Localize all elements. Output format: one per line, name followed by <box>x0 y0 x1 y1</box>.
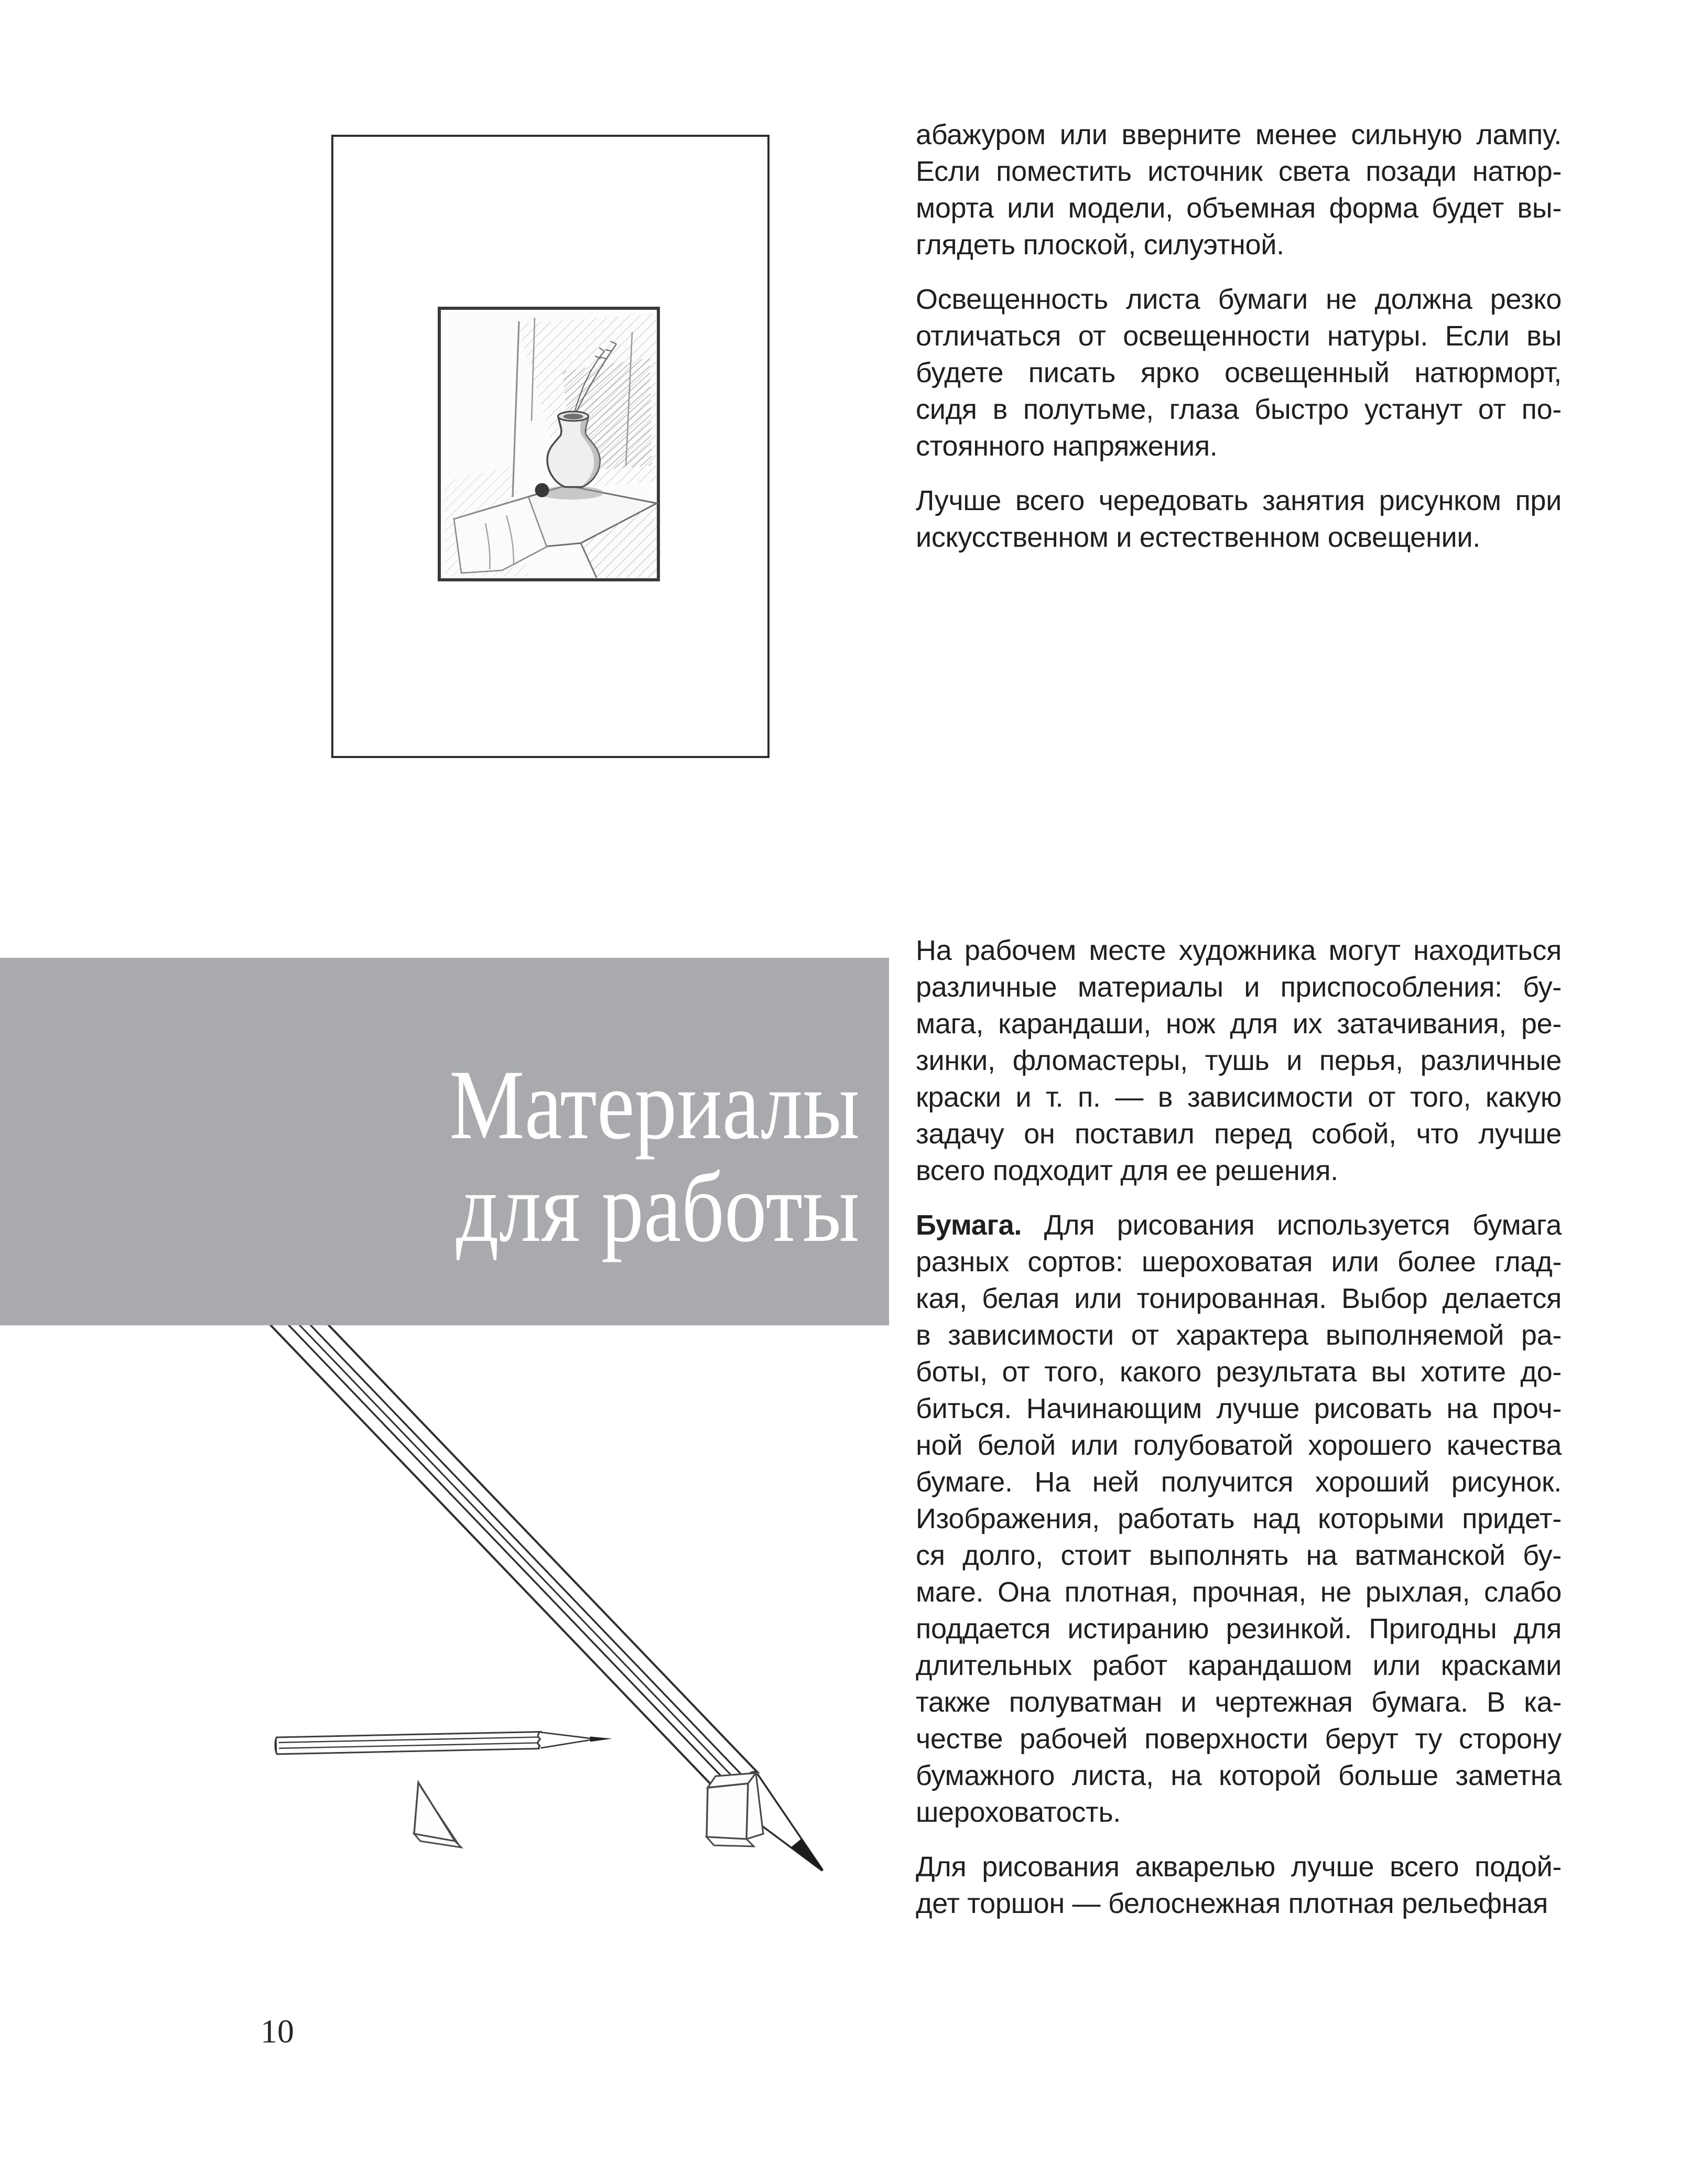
small-pencil-cone <box>540 1731 593 1748</box>
text-line: мага, карандаши, нож для их затачивания, ре- <box>916 1008 1562 1040</box>
small-pencil <box>275 1731 613 1754</box>
text-line: честве рабочей поверхности берут ту сторону <box>916 1723 1562 1755</box>
text-line: длительных работ карандашом или красками <box>916 1650 1562 1681</box>
text-line: глядеть плоской, силуэтной. <box>916 229 1284 261</box>
text-line: стоянного напряжения. <box>916 430 1218 462</box>
text-line: ной белой или голубоватой хорошего качества <box>916 1430 1562 1461</box>
text-line: дет торшон — белоснежная плотная рельефная <box>916 1888 1548 1919</box>
text-line: сидя в полутьме, глаза быстро устанут от по- <box>916 394 1562 425</box>
section-title-line1: Материалы <box>449 1050 860 1160</box>
text-line: Освещенность листа бумаги не должна резко <box>916 284 1562 315</box>
page-number: 10 <box>261 2013 294 2050</box>
pencil-graphite-tip <box>791 1838 828 1875</box>
text-line: краски и т. п. — в зависимости от того, какую <box>916 1082 1562 1113</box>
text-line: различные материалы и приспособления: бу- <box>916 971 1562 1003</box>
paragraph <box>916 482 1562 556</box>
text-line: маге. Она плотная, прочная, не рыхлая, слабо <box>916 1576 1562 1608</box>
still-life-drawing <box>439 308 658 580</box>
text-line: шероховатость. <box>916 1797 1121 1828</box>
paragraph <box>916 281 1562 464</box>
text-line: Изображения, работать над которыми придет- <box>916 1503 1562 1534</box>
pencil-facet-line3 <box>281 1317 735 1790</box>
text-line: Лучше всего чередовать занятия рисунком при <box>916 485 1562 516</box>
fruit-sphere <box>535 483 549 498</box>
text-line: Для рисования акварелью лучше всего подой- <box>916 1851 1562 1883</box>
text-line: поддается истиранию резинкой. Пригодны для <box>916 1613 1562 1645</box>
block-bottom-face <box>707 1837 754 1846</box>
vase-opening <box>564 414 583 419</box>
column-bottom-right <box>916 932 1562 1922</box>
text-line: ся долго, стоит выполнять на ватманской бу- <box>916 1540 1562 1571</box>
text-line: также полуватман и чертежная бумага. В ка- <box>916 1686 1562 1718</box>
text-line: разных сортов: шероховатая или более глад- <box>916 1246 1562 1278</box>
pencils-svg <box>225 1258 881 1913</box>
text-line: отличаться от освещенности натуры. Если вы <box>916 320 1562 352</box>
pencil-facet-line1 <box>293 1307 748 1781</box>
text-line: биться. Начинающим лучше рисовать на проч- <box>916 1393 1562 1424</box>
framed-still-life-illustration <box>331 134 770 759</box>
text-line: Бумага. Для рисования используется бумага <box>916 1209 1562 1241</box>
text-line: искусственном и естественном освещении. <box>916 522 1480 553</box>
pencils-erasers-illustration <box>225 1258 881 1913</box>
text-line: в зависимости от характера выполняемой ра- <box>916 1320 1562 1351</box>
block-front-face <box>707 1783 748 1839</box>
wedge-eraser <box>414 1782 461 1847</box>
text-line: На рабочем месте художника могут находиться <box>916 935 1562 966</box>
paragraph <box>916 1848 1562 1922</box>
small-pencil-barrel <box>275 1732 541 1754</box>
column-top-right <box>916 116 1562 556</box>
pencil-facet-line2 <box>287 1312 740 1785</box>
text-line: будете писать ярко освещенный натюрморт, <box>916 357 1562 388</box>
text-line: бумаге. На ней получится хороший рисунок. <box>916 1466 1562 1498</box>
text-line: Если поместить источник света позади натюр- <box>916 156 1562 187</box>
block-eraser <box>707 1773 763 1846</box>
text-line: задачу он поставил перед собой, что лучше <box>916 1118 1562 1150</box>
small-pencil-tip <box>590 1736 612 1742</box>
paragraph <box>916 932 1562 1189</box>
text-line: морта или модели, объемная форма будет вы- <box>916 192 1562 224</box>
paragraph <box>916 1207 1562 1831</box>
text-line: всего подходит для ее решения. <box>916 1155 1338 1186</box>
section-banner <box>0 958 889 1325</box>
paragraph <box>916 116 1562 263</box>
text-line: кая, белая или тонированная. Выбор делается <box>916 1283 1562 1314</box>
text-line: бумажного листа, на которой больше заметна <box>916 1760 1562 1791</box>
text-line: боты, от того, какого результата вы хотите до- <box>916 1356 1562 1388</box>
text-line: зинки, фломастеры, тушь и перья, различные <box>916 1045 1562 1076</box>
section-title-line2: для работы <box>456 1152 860 1263</box>
text-line: абажуром или вверните менее сильную лампу. <box>916 119 1562 150</box>
wedge-front-face <box>414 1782 455 1841</box>
still-life-sketch-svg <box>331 134 770 759</box>
